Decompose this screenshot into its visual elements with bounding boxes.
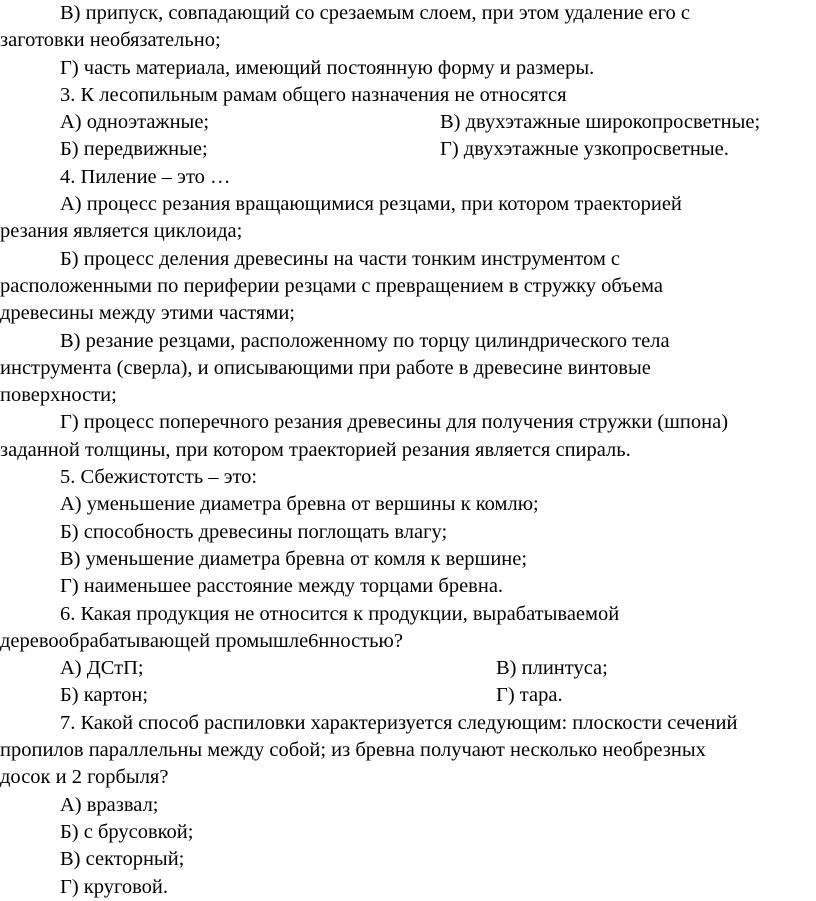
line-text: Г) круговой. bbox=[60, 875, 169, 898]
line-text: В) уменьшение диаметра бревна от комля к вершине; bbox=[60, 547, 528, 570]
text-line bbox=[0, 601, 816, 628]
line-text: резания является циклоида; bbox=[0, 220, 243, 243]
line-second-column: В) плинтуса; bbox=[496, 657, 608, 680]
text-line bbox=[0, 682, 816, 709]
line-text: А) вразвал; bbox=[60, 793, 159, 816]
text-line bbox=[0, 764, 816, 791]
line-text: А) процесс резания вращающимися резцами, при котором траекторией bbox=[60, 193, 682, 216]
line-text: Б) с брусовкой; bbox=[60, 820, 194, 843]
line-second-column: Г) двухэтажные узкопросветные. bbox=[440, 138, 729, 161]
line-text: пропилов параллельны между собой; из бревна получают несколько необрезных bbox=[0, 739, 706, 762]
text-line bbox=[0, 792, 816, 819]
text-line bbox=[0, 710, 816, 737]
line-text: досок и 2 горбыля? bbox=[0, 766, 169, 789]
line-text: Б) картон; bbox=[60, 684, 149, 707]
text-line bbox=[0, 546, 816, 573]
text-line bbox=[0, 655, 816, 682]
line-text: 4. Пиление – это … bbox=[60, 165, 231, 188]
text-line bbox=[0, 109, 816, 136]
line-text: Б) процесс деления древесины на части тонким инструментом с bbox=[60, 247, 621, 270]
line-text: расположенными по периферии резцами с превращением в стружку объема bbox=[0, 274, 663, 297]
text-line bbox=[0, 409, 816, 436]
text-line bbox=[0, 136, 816, 163]
text-line bbox=[0, 328, 816, 355]
text-line bbox=[0, 628, 816, 655]
text-line bbox=[0, 355, 816, 382]
line-text: 6. Какая продукция не относится к продукции, вырабатываемой bbox=[60, 602, 620, 625]
line-text: А) одноэтажные; bbox=[60, 111, 210, 134]
line-second-column: В) двухэтажные широкопросветные; bbox=[440, 111, 761, 134]
text-line bbox=[0, 573, 816, 600]
text-line bbox=[0, 82, 816, 109]
line-text: инструмента (сверла), и описывающими при работе в древесине винтовые bbox=[0, 356, 651, 379]
line-text: В) секторный; bbox=[60, 848, 185, 871]
text-line bbox=[0, 273, 816, 300]
text-line bbox=[0, 382, 816, 409]
line-text: поверхности; bbox=[0, 384, 117, 407]
text-line bbox=[0, 218, 816, 245]
text-line bbox=[0, 27, 816, 54]
line-text: заготовки необязательно; bbox=[0, 29, 221, 52]
line-text: В) резание резцами, расположенному по торцу цилиндрического тела bbox=[60, 329, 670, 352]
text-line bbox=[0, 437, 816, 464]
text-line bbox=[0, 300, 816, 327]
text-line bbox=[0, 846, 816, 873]
text-line bbox=[0, 55, 816, 82]
text-line bbox=[0, 737, 816, 764]
line-text: А) уменьшение диаметра бревна от вершины к комлю; bbox=[60, 493, 539, 516]
text-line bbox=[0, 164, 816, 191]
line-text: Г) наименьшее расстояние между торцами бревна. bbox=[60, 575, 504, 598]
line-text: заданной толщины, при котором траекторией резания является спираль. bbox=[0, 438, 631, 461]
line-text: древесины между этими частями; bbox=[0, 302, 295, 325]
line-text: 5. Сбежистотсть – это: bbox=[60, 466, 258, 489]
line-text: 3. К лесопильным рамам общего назначения не относятся bbox=[60, 83, 567, 106]
text-line bbox=[0, 874, 816, 901]
line-text: Б) способность древесины поглощать влагу; bbox=[60, 520, 448, 543]
line-text: Б) передвижные; bbox=[60, 138, 208, 161]
line-second-column: Г) тара. bbox=[496, 684, 563, 707]
line-text: деревообрабатывающей промышле6нностью? bbox=[0, 629, 403, 652]
text-line bbox=[0, 191, 816, 218]
text-line bbox=[0, 464, 816, 491]
line-text: В) припуск, совпадающий со срезаемым слоем, при этом удаление его с bbox=[60, 2, 690, 24]
line-text: Г) часть материала, имеющий постоянную форму и размеры. bbox=[60, 56, 595, 79]
text-line bbox=[0, 519, 816, 546]
text-line bbox=[0, 819, 816, 846]
line-text: 7. Какой способ распиловки характеризуется следующим: плоскости сечений bbox=[60, 711, 738, 734]
line-text: Г) процесс поперечного резания древесины для получения стружки (шпона) bbox=[60, 411, 729, 434]
text-line bbox=[0, 246, 816, 273]
text-line bbox=[0, 491, 816, 518]
text-line bbox=[0, 0, 816, 27]
line-text: А) ДСтП; bbox=[60, 657, 144, 680]
